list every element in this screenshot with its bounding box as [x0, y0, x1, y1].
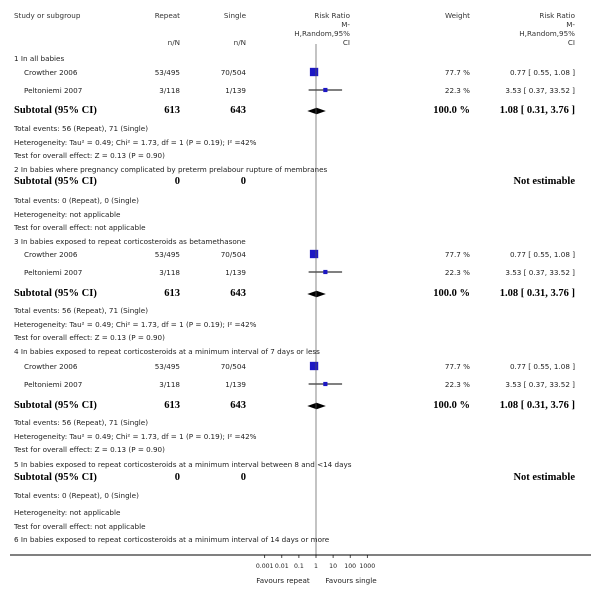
favours-single-label: Favours single: [325, 576, 377, 585]
subtotal-rr-value: Not estimable: [513, 472, 575, 483]
study-effect-square: [310, 68, 318, 76]
subtotal-single-total: 0: [240, 472, 246, 483]
stat-note: Total events: 56 (Repeat), 71 (Single): [14, 306, 149, 315]
study-weight: 22.3 %: [444, 380, 470, 389]
study-weight: 77.7 %: [444, 68, 470, 77]
subtotal-repeat-total: 0: [174, 176, 180, 187]
stat-note: Heterogeneity: Tau² = 0.49; Chi² = 1.73, df = 1 (P = 0.19); I² =42%: [14, 138, 257, 147]
study-single-events: 1/139: [225, 268, 246, 277]
subtotal-weight: 100.0 %: [433, 400, 470, 411]
header-repeat-sub: n/N: [167, 38, 180, 47]
study-single-events: 1/139: [225, 86, 246, 95]
study-label: Crowther 2006: [24, 68, 78, 77]
subtotal-repeat-total: 613: [164, 105, 180, 116]
header-weight-label: Weight: [444, 11, 470, 20]
study-repeat-events: 3/118: [159, 268, 180, 277]
subtotal-diamond: [307, 291, 326, 297]
study-weight: 22.3 %: [444, 86, 470, 95]
study-single-events: 70/504: [220, 250, 246, 259]
header-rr-sub2: H,Random,95%: [294, 29, 350, 38]
favours-repeat-label: Favours repeat: [256, 576, 310, 585]
stat-note: Heterogeneity: not applicable: [14, 508, 121, 517]
subtotal-weight: 100.0 %: [433, 288, 470, 299]
subtotal-single-total: 643: [230, 105, 246, 116]
study-single-events: 70/504: [220, 362, 246, 371]
study-effect-square: [323, 270, 327, 274]
subtotal-label: Subtotal (95% CI): [14, 472, 97, 483]
stat-note: Test for overall effect: not applicable: [14, 223, 146, 232]
stat-note: Total events: 56 (Repeat), 71 (Single): [14, 124, 149, 133]
header-rr2-sub2: H,Random,95%: [519, 29, 575, 38]
subtotal-rr-value: Not estimable: [513, 176, 575, 187]
stat-note: Test for overall effect: not applicable: [14, 522, 146, 531]
study-label: Crowther 2006: [24, 362, 78, 371]
subtotal-label: Subtotal (95% CI): [14, 176, 97, 187]
x-tick-label: 0.001: [255, 563, 274, 570]
subtotal-label: Subtotal (95% CI): [14, 105, 97, 116]
group-label: 1 In all babies: [14, 54, 65, 63]
subtotal-rr-value: 1.08 [ 0.31, 3.76 ]: [499, 288, 575, 299]
stat-note: Heterogeneity: Tau² = 0.49; Chi² = 1.73, df = 1 (P = 0.19); I² =42%: [14, 432, 257, 441]
stat-note: Heterogeneity: not applicable: [14, 210, 121, 219]
header-single-label: Single: [223, 11, 246, 20]
subtotal-single-total: 643: [230, 288, 246, 299]
study-effect-square: [323, 382, 327, 386]
subtotal-diamond: [307, 108, 326, 114]
header-single-sub: n/N: [233, 38, 246, 47]
subtotal-repeat-total: 613: [164, 288, 180, 299]
study-repeat-events: 53/495: [154, 362, 180, 371]
header-rr2-label: Risk Ratio: [539, 11, 575, 20]
study-effect-square: [310, 250, 318, 258]
study-weight: 77.7 %: [444, 250, 470, 259]
stat-note: Total events: 0 (Repeat), 0 (Single): [14, 491, 139, 500]
study-label: Peltoniemi 2007: [24, 86, 83, 95]
x-tick-label: 0.01: [274, 563, 289, 570]
x-tick-label: 10: [329, 563, 338, 570]
stat-note: Total events: 56 (Repeat), 71 (Single): [14, 418, 149, 427]
header-study-label: Study or subgroup: [14, 11, 81, 20]
study-effect-square: [323, 88, 327, 92]
subtotal-rr-value: 1.08 [ 0.31, 3.76 ]: [499, 400, 575, 411]
header-rr2-sub3: CI: [567, 38, 575, 47]
study-rr-value: 0.77 [ 0.55, 1.08 ]: [509, 362, 575, 371]
group-label: 2 In babies where pregnancy complicated by preterm prelabour rupture of membranes: [14, 165, 328, 174]
study-rr-value: 3.53 [ 0.37, 33.52 ]: [505, 380, 575, 389]
x-tick-label: 0.1: [293, 563, 304, 570]
group-label: 3 In babies exposed to repeat corticosteroids as betamethasone: [14, 237, 246, 246]
study-rr-value: 3.53 [ 0.37, 33.52 ]: [505, 268, 575, 277]
group-label: 6 In babies exposed to repeat corticosteroids at a minimum interval of 14 days or more: [14, 535, 330, 544]
header-rr-sub1: M-: [341, 20, 350, 29]
study-label: Peltoniemi 2007: [24, 268, 83, 277]
header-rr2-sub1: M-: [566, 20, 575, 29]
study-repeat-events: 53/495: [154, 250, 180, 259]
study-repeat-events: 53/495: [154, 68, 180, 77]
study-effect-square: [310, 362, 318, 370]
stat-note: Test for overall effect: Z = 0.13 (P = 0.90): [14, 445, 165, 454]
subtotal-repeat-total: 613: [164, 400, 180, 411]
subtotal-single-total: 0: [240, 176, 246, 187]
study-single-events: 1/139: [225, 380, 246, 389]
study-weight: 77.7 %: [444, 362, 470, 371]
stat-note: Test for overall effect: Z = 0.13 (P = 0.90): [14, 151, 165, 160]
x-tick-label: 100: [344, 563, 357, 570]
subtotal-rr-value: 1.08 [ 0.31, 3.76 ]: [499, 105, 575, 116]
study-repeat-events: 3/118: [159, 86, 180, 95]
subtotal-diamond: [307, 403, 326, 409]
study-weight: 22.3 %: [444, 268, 470, 277]
study-rr-value: 0.77 [ 0.55, 1.08 ]: [509, 250, 575, 259]
subtotal-weight: 100.0 %: [433, 105, 470, 116]
subtotal-single-total: 643: [230, 400, 246, 411]
study-repeat-events: 3/118: [159, 380, 180, 389]
x-tick-label: 1000: [359, 563, 376, 570]
stat-note: Total events: 0 (Repeat), 0 (Single): [14, 196, 139, 205]
study-label: Crowther 2006: [24, 250, 78, 259]
study-rr-value: 0.77 [ 0.55, 1.08 ]: [509, 68, 575, 77]
x-tick-label: 1: [314, 563, 318, 570]
subtotal-repeat-total: 0: [174, 472, 180, 483]
subtotal-label: Subtotal (95% CI): [14, 288, 97, 299]
study-single-events: 70/504: [220, 68, 246, 77]
header-rr-label: Risk Ratio: [314, 11, 350, 20]
stat-note: Test for overall effect: Z = 0.13 (P = 0.90): [14, 333, 165, 342]
header-repeat-label: Repeat: [154, 11, 180, 20]
header-rr-sub3: CI: [342, 38, 350, 47]
stat-note: Heterogeneity: Tau² = 0.49; Chi² = 1.73, df = 1 (P = 0.19); I² =42%: [14, 320, 257, 329]
subtotal-label: Subtotal (95% CI): [14, 400, 97, 411]
group-label: 4 In babies exposed to repeat corticosteroids at a minimum interval of 7 days or less: [14, 347, 320, 356]
study-label: Peltoniemi 2007: [24, 380, 83, 389]
study-rr-value: 3.53 [ 0.37, 33.52 ]: [505, 86, 575, 95]
group-label: 5 In babies exposed to repeat corticosteroids at a minimum interval between 8 and <14 days: [14, 460, 352, 469]
